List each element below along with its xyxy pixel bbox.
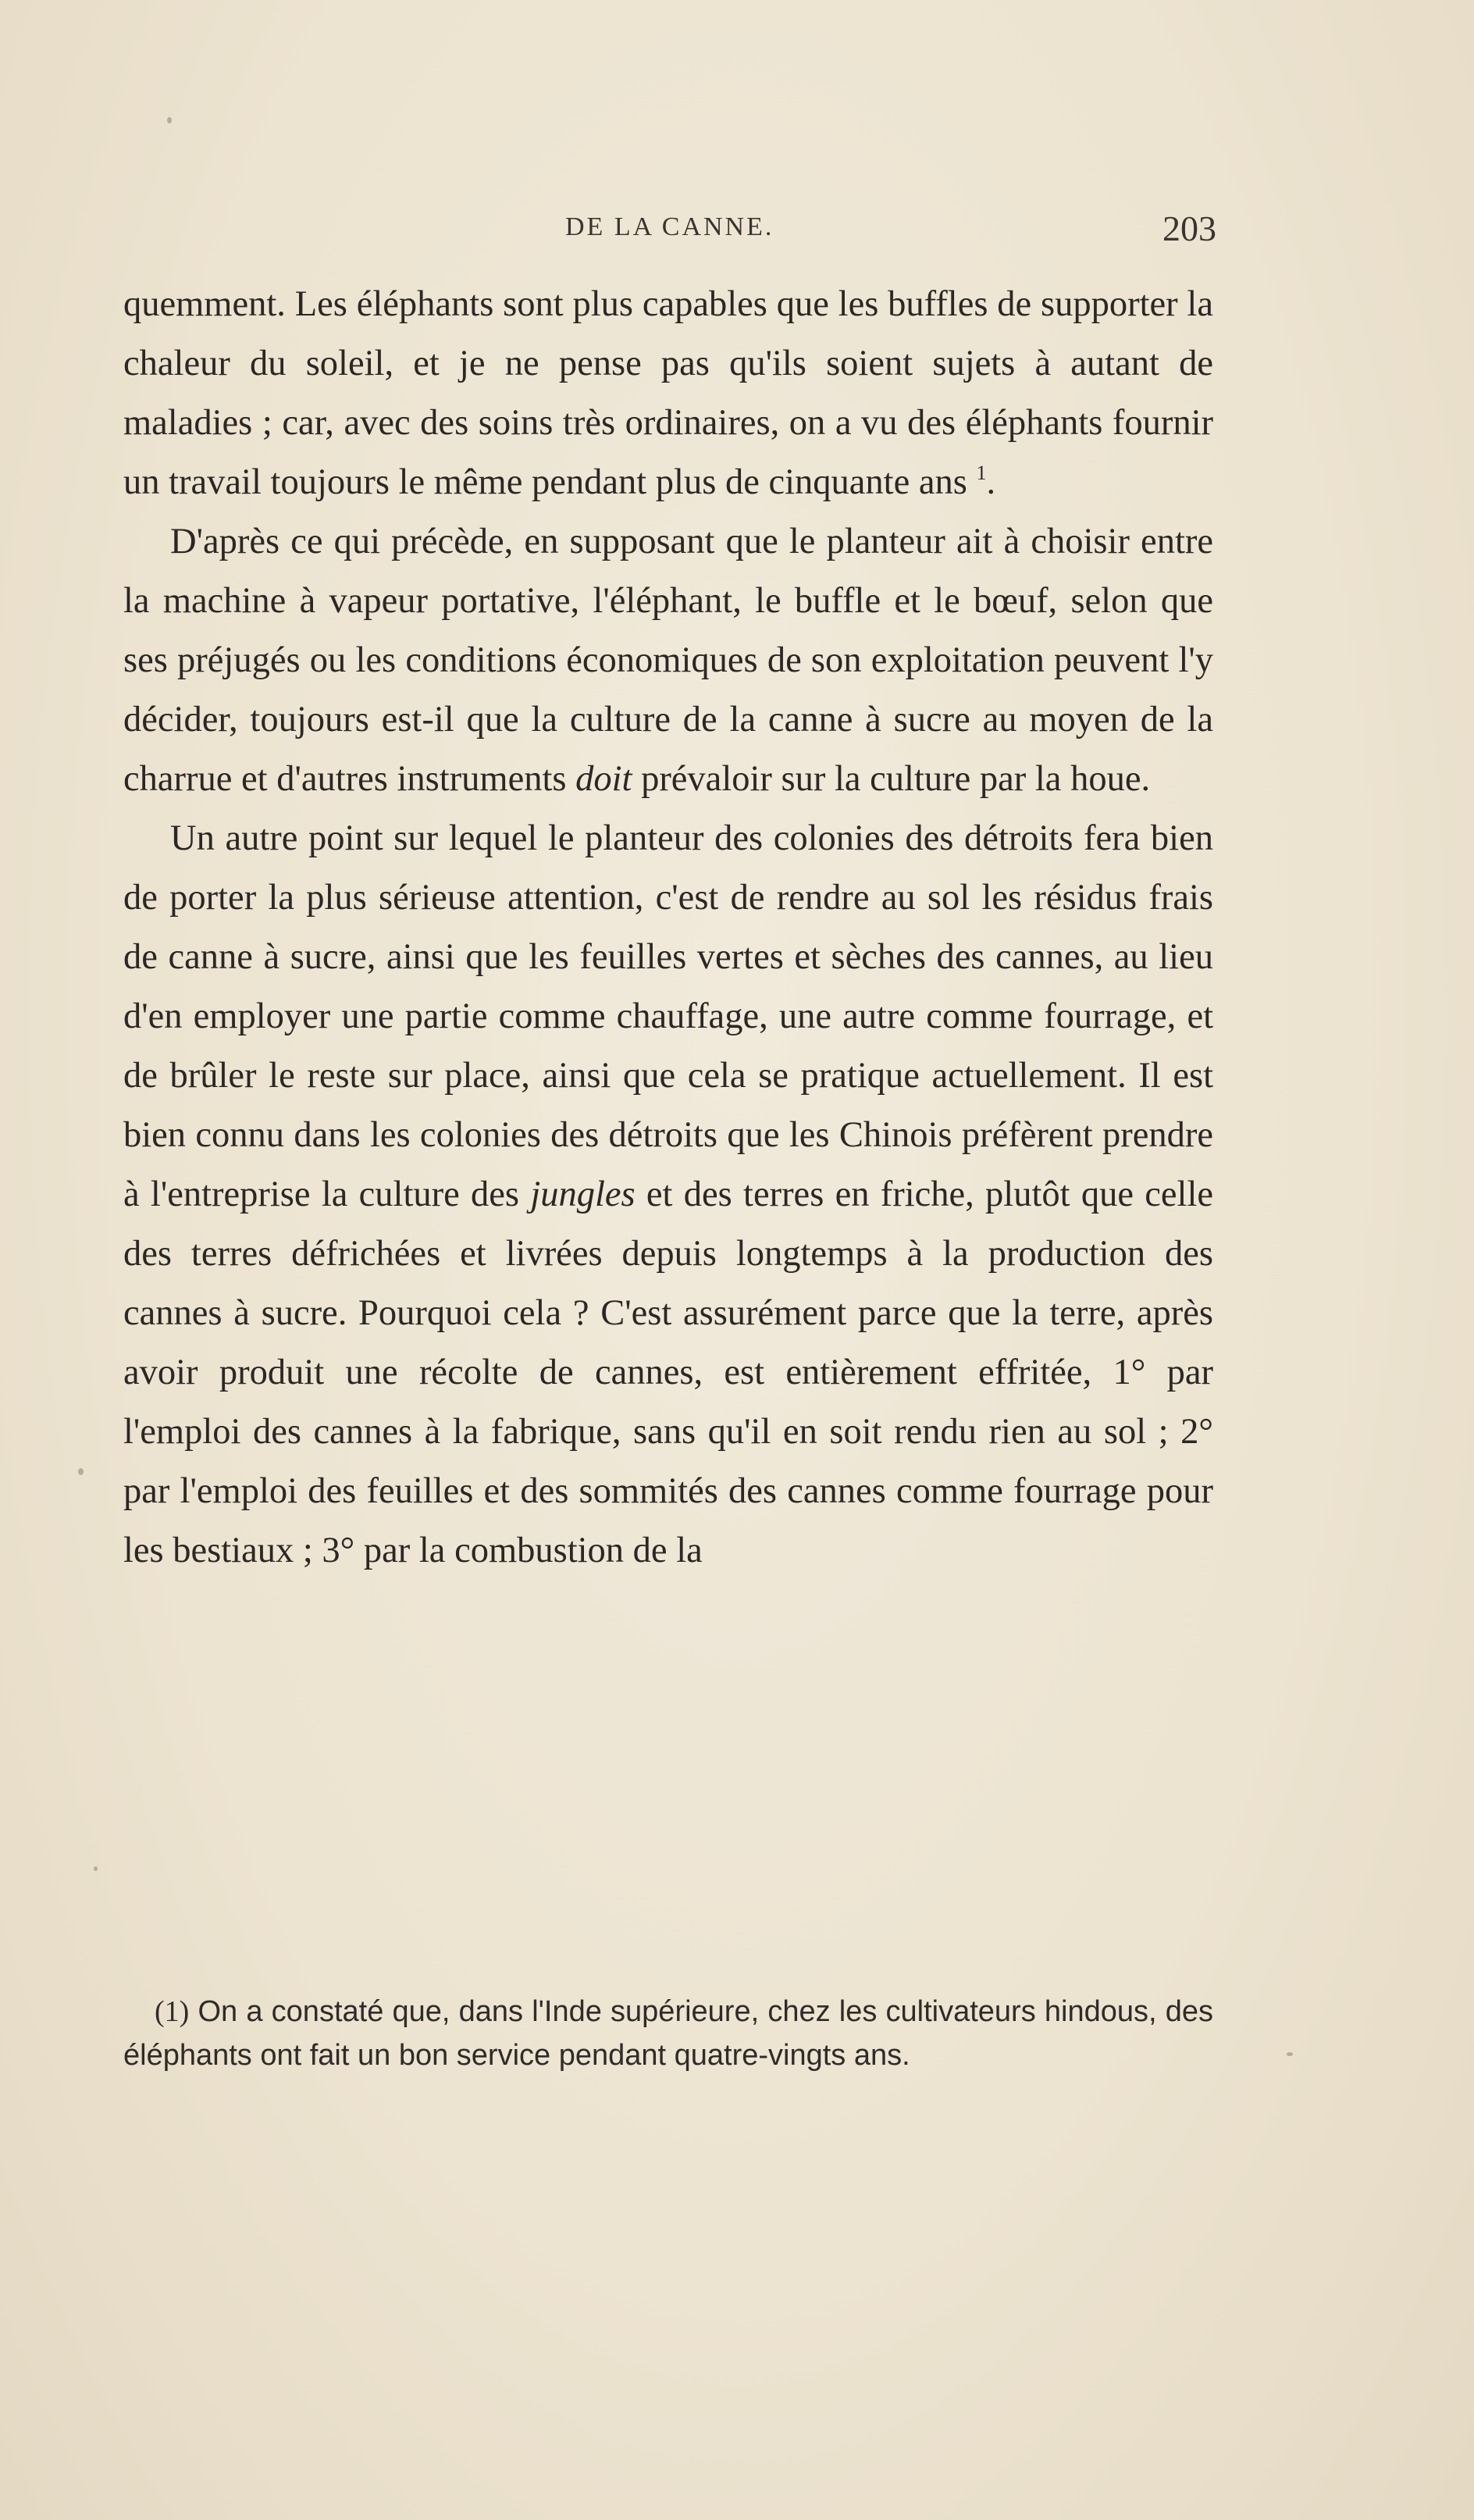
paper-speck: [94, 1866, 98, 1871]
paragraph-3: [123, 809, 1213, 1581]
paragraph-2: [123, 512, 1213, 809]
footnote-text: On a constaté que, dans l'Inde supérieure, chez les cultivateurs hindous, des éléphants ont fait un bon service pendant quatre-vingts ans.: [123, 1995, 1213, 2072]
footnote-mark: (1): [155, 1995, 190, 2028]
paragraph-2-italic: doit: [575, 759, 632, 799]
footnotes: [123, 1990, 1213, 2077]
paragraph-3-text-end: et des terres en friche, plutôt que celle des terres défrichées et livrées depuis longtemps à la production des cannes à sucre. Pourquoi cela ? C'est assurément parce que la terre, après avoir produit une récolte de cannes, est entièrement effritée, 1° par l'emploi des cannes à la fabrique, sans qu'il en soit rendu rien au sol ; 2° par l'emploi des feuilles et des sommités des cannes comme fourrage pour les bestiaux ; 3° par la combustion de la: [123, 1174, 1214, 1570]
paper-speck: [1287, 2052, 1293, 2056]
paragraph-3-italic: jungles: [530, 1174, 636, 1214]
page-header: [0, 209, 1474, 259]
paragraph-2-text-start: D'après ce qui précède, en supposant que le planteur ait à choisir entre la machine à vapeur portative, l'éléphant, le buffle et le bœuf, selon que ses préjugés ou les conditions économiques de son exploitation peuvent l'y décider, toujours est-il que la culture de la canne à sucre au moyen de la charrue et d'autres instruments: [123, 522, 1213, 799]
page-number: 203: [1162, 209, 1216, 248]
paragraph-1-text: quemment. Les éléphants sont plus capables que les buffles de supporter la chaleur du soleil, et je ne pense pas qu'ils soient sujets à autant de maladies ; car, avec des soins très ordinaires, on a vu des éléphants fournir un travail toujours le même pendant plus de cinquante ans: [123, 284, 1213, 502]
paper-speck: [167, 117, 172, 123]
body-text: [123, 275, 1213, 1581]
footnote-reference: 1: [976, 462, 987, 484]
paragraph-1-end: .: [986, 462, 996, 502]
running-head: DE LA CANNE.: [565, 212, 774, 241]
paragraph-3-text-start: Un autre point sur lequel le planteur des colonies des détroits fera bien de porter la plus sérieuse attention, c'est de rendre au sol les résidus frais de canne à sucre, ainsi que les feuilles vertes et sèches des cannes, au lieu d'en employer une partie comme chauffage, une autre comme fourrage, et de brûler le reste sur place, ainsi que cela se pratique actuellement. Il est bien connu dans les colonies des détroits que les Chinois préfèrent prendre à l'entreprise la culture des: [123, 818, 1213, 1214]
paragraph-1: [123, 275, 1213, 512]
paper-speck: [78, 1468, 84, 1475]
paragraph-2-text-end: prévaloir sur la culture par la houe.: [641, 759, 1151, 799]
footnote-1: [123, 1990, 1213, 2077]
